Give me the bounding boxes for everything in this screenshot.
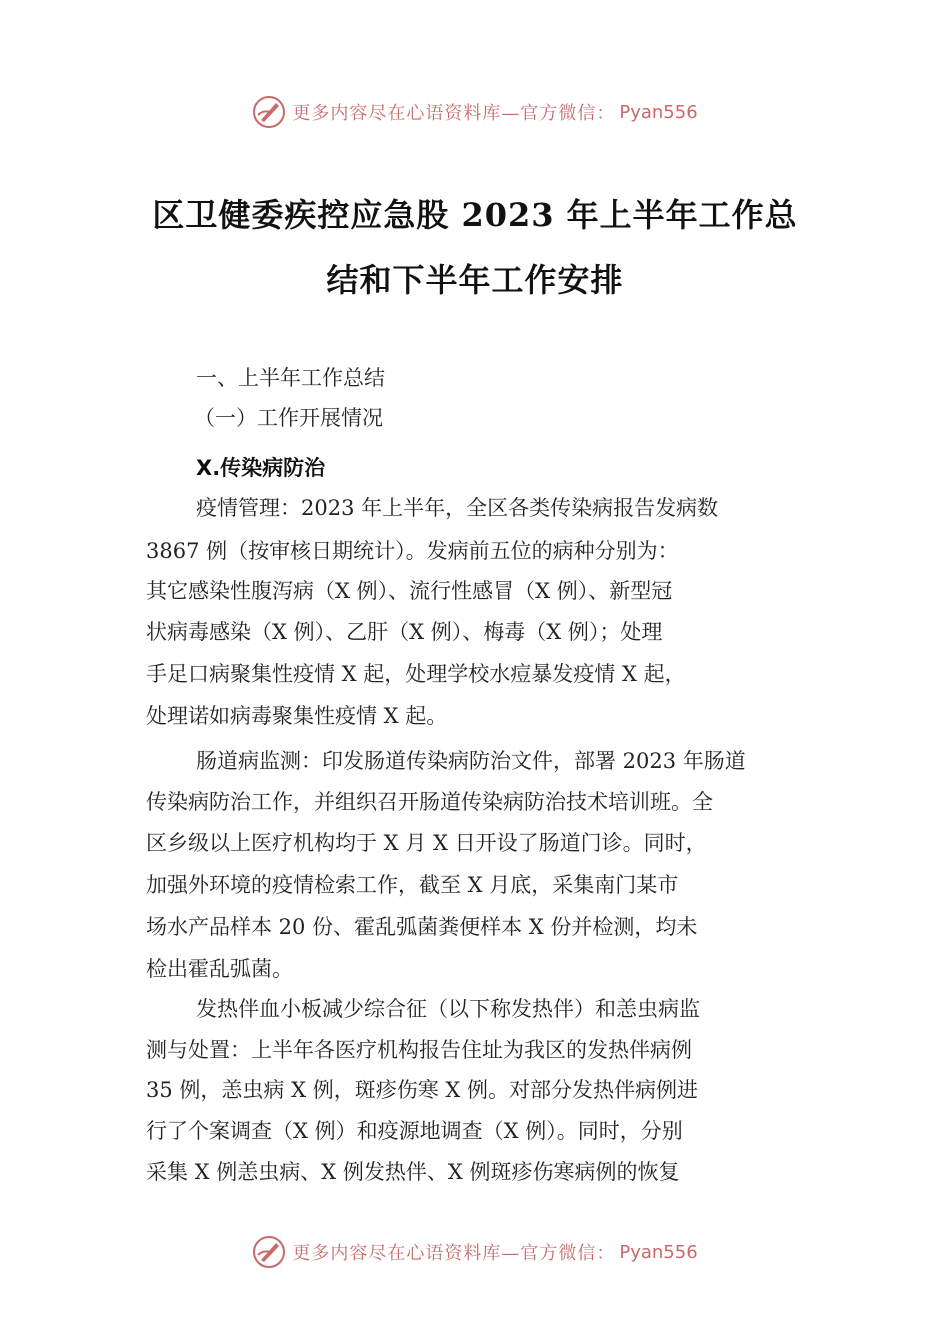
body-line: 35 例，恙虫病 X 例，斑疹伤寒 X 例。对部分发热伴病例进 bbox=[146, 1078, 698, 1102]
body-line: 疫情管理：2023 年上半年，全区各类传染病报告发病数 bbox=[196, 496, 719, 520]
body-line: 传染病防治工作，并组织召开肠道传染病防治技术培训班。全 bbox=[146, 790, 713, 814]
section-heading-3: X.传染病防治 bbox=[196, 456, 326, 480]
body-line: 处理诺如病毒聚集性疫情 X 起。 bbox=[146, 704, 448, 728]
section-heading-1: 一、上半年工作总结 bbox=[196, 366, 385, 390]
body-line: 采集 X 例恙虫病、X 例发热伴、X 例斑疹伤寒病例的恢复 bbox=[146, 1160, 680, 1184]
pen-logo-icon bbox=[252, 1235, 286, 1269]
watermark-text: 更多内容尽在心语资料库—官方微信： bbox=[292, 1243, 616, 1264]
body-line: 其它感染性腹泻病（X 例）、流行性感冒（X 例）、新型冠 bbox=[146, 579, 673, 603]
body-line: 行了个案调查（X 例）和疫源地调查（X 例）。同时，分别 bbox=[146, 1119, 683, 1143]
body-line: 手足口病聚集性疫情 X 起，处理学校水痘暴发疫情 X 起， bbox=[146, 662, 686, 686]
watermark-wechat: Pyan556 bbox=[619, 101, 698, 123]
watermark-wechat: Pyan556 bbox=[619, 1241, 698, 1263]
watermark-text: 更多内容尽在心语资料库—官方微信： bbox=[292, 103, 616, 124]
body-line: 肠道病监测：印发肠道传染病防治文件，部署 2023 年肠道 bbox=[196, 749, 746, 773]
body-line: 3867 例（按审核日期统计）。发病前五位的病种分别为： bbox=[146, 539, 679, 563]
document-title-line2: 结和下半年工作安排 bbox=[326, 261, 624, 299]
watermark-banner-top bbox=[0, 92, 950, 132]
document-title-line1: 区卫健委疾控应急股 2023 年上半年工作总 bbox=[152, 196, 798, 234]
body-line: 状病毒感染（X 例）、乙肝（X 例）、梅毒（X 例）；处理 bbox=[146, 620, 663, 644]
body-line: 测与处置：上半年各医疗机构报告住址为我区的发热伴病例 bbox=[146, 1038, 692, 1062]
body-line: 区乡级以上医疗机构均于 X 月 X 日开设了肠道门诊。同时， bbox=[146, 831, 707, 855]
body-line: 场水产品样本 20 份、霍乱弧菌粪便样本 X 份并检测，均未 bbox=[146, 915, 698, 939]
section-heading-2: （一）工作开展情况 bbox=[194, 406, 383, 430]
pen-logo-icon bbox=[252, 95, 286, 129]
body-line: 检出霍乱弧菌。 bbox=[146, 957, 293, 981]
body-line: 发热伴血小板减少综合征（以下称发热伴）和恙虫病监 bbox=[196, 997, 700, 1021]
watermark-banner-bottom bbox=[0, 1232, 950, 1272]
body-line: 加强外环境的疫情检索工作，截至 X 月底，采集南门某市 bbox=[146, 873, 679, 897]
